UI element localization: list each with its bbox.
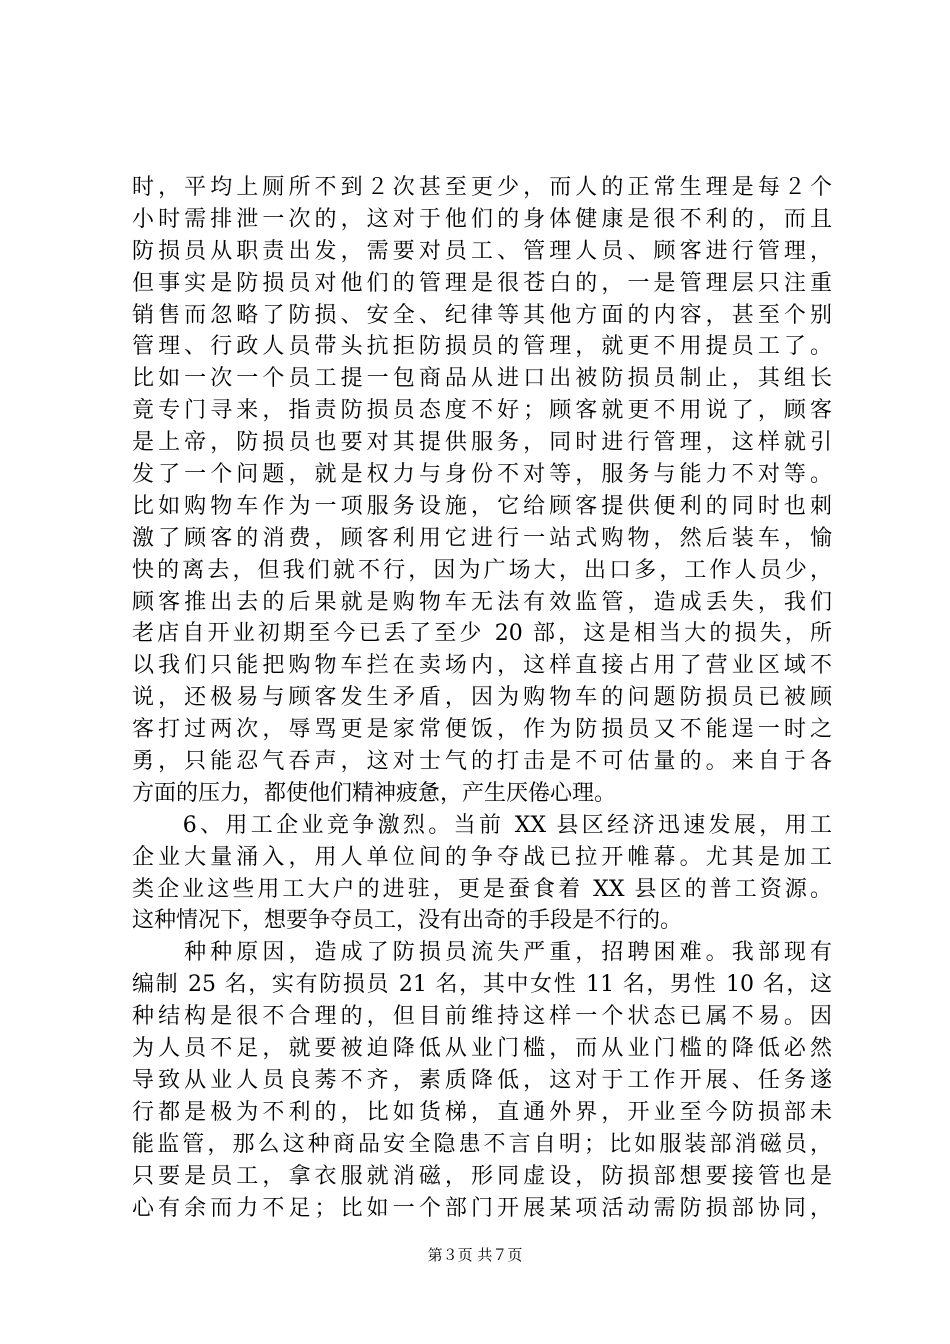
text-line: 能监管，那么这种商品安全隐患不言自明；比如服装部消磁员， — [132, 1131, 832, 1157]
text-line: 企业大量涌入，用人单位间的争夺战已拉开帷幕。尤其是加工 — [132, 844, 832, 870]
paragraph-end-line: 方面的压力，都使他们精神疲惫，产生厌倦心理。 — [132, 780, 617, 806]
text-line: 激了顾客的消费，顾客利用它进行一站式购物，然后装车，愉 — [132, 525, 832, 551]
paragraph-end-line: 这种情况下，想要争夺员工，没有出奇的手段是不行的。 — [132, 908, 683, 934]
text-line: 行都是极为不利的，比如货梯，直通外界，开业至今防损部未 — [132, 1099, 832, 1125]
text-line: 类企业这些用工大户的进驻，更是蚕食着 XX 县区的普工资源。 — [132, 876, 832, 902]
text-line: 竟专门寻来，指责防损员态度不好；顾客就更不用说了，顾客 — [132, 398, 832, 424]
paragraph-start-line: 6、用工企业竞争激烈。当前 XX 县区经济迅速发展，用工 — [132, 812, 832, 838]
text-line: 但事实是防损员对他们的管理是很苍白的，一是管理层只注重 — [132, 270, 832, 296]
text-line: 编制 25 名，实有防损员 21 名，其中女性 11 名，男性 10 名，这 — [132, 972, 832, 998]
text-line: 以我们只能把购物车拦在卖场内，这样直接占用了营业区域不 — [132, 653, 832, 679]
text-line: 导致从业人员良莠不齐，素质降低，这对于工作开展、任务遂 — [132, 1067, 832, 1093]
text-line: 小时需排泄一次的，这对于他们的身体健康是很不利的，而且 — [132, 206, 832, 232]
text-line: 时，平均上厕所不到２次甚至更少，而人的正常生理是每２个 — [132, 175, 832, 200]
text-line: 发了一个问题，就是权力与身份不对等，服务与能力不对等。 — [132, 462, 832, 488]
text-line: 比如一次一个员工提一包商品从进口出被防损员制止，其组长 — [132, 366, 832, 392]
body-text — [132, 172, 832, 1224]
text-line: 防损员从职责出发，需要对员工、管理人员、顾客进行管理， — [132, 238, 832, 264]
text-line: 只要是员工，拿衣服就消磁，形同虚设，防损部想要接管也是 — [132, 1163, 832, 1189]
paragraph-start-line: 种种原因，造成了防损员流失严重，招聘困难。我部现有 — [132, 940, 832, 966]
text-line: 为人员不足，就要被迫降低从业门槛，而从业门槛的降低必然 — [132, 1036, 832, 1062]
text-line: 勇，只能忍气吞声，这对士气的打击是不可估量的。来自于各 — [132, 749, 832, 775]
page-number-footer: 第３页 共７页 — [427, 1246, 523, 1264]
text-line: 销售而忽略了防损、安全、纪律等其他方面的内容，甚至个别 — [132, 302, 832, 328]
text-line: 客打过两次，辱骂更是家常便饭，作为防损员又不能逞一时之 — [132, 717, 832, 743]
text-line: 是上帝，防损员也要对其提供服务，同时进行管理，这样就引 — [132, 430, 832, 456]
text-line: 快的离去，但我们就不行，因为广场大，出口多，工作人员少， — [132, 557, 832, 583]
text-line: 顾客推出去的后果就是购物车无法有效监管，造成丢失，我们 — [132, 589, 832, 615]
text-line: 老店自开业初期至今已丢了至少 20 部，这是相当大的损失，所 — [132, 621, 832, 647]
text-line: 比如购物车作为一项服务设施，它给顾客提供便利的同时也刺 — [132, 493, 832, 519]
text-line: 管理、行政人员带头抗拒防损员的管理，就更不用提员工了。 — [132, 334, 832, 360]
text-line: 心有余而力不足；比如一个部门开展某项活动需防损部协同， — [132, 1195, 832, 1221]
text-line: 种结构是很不合理的，但目前维持这样一个状态已属不易。因 — [132, 1004, 832, 1030]
text-line: 说，还极易与顾客发生矛盾，因为购物车的问题防损员已被顾 — [132, 685, 832, 711]
